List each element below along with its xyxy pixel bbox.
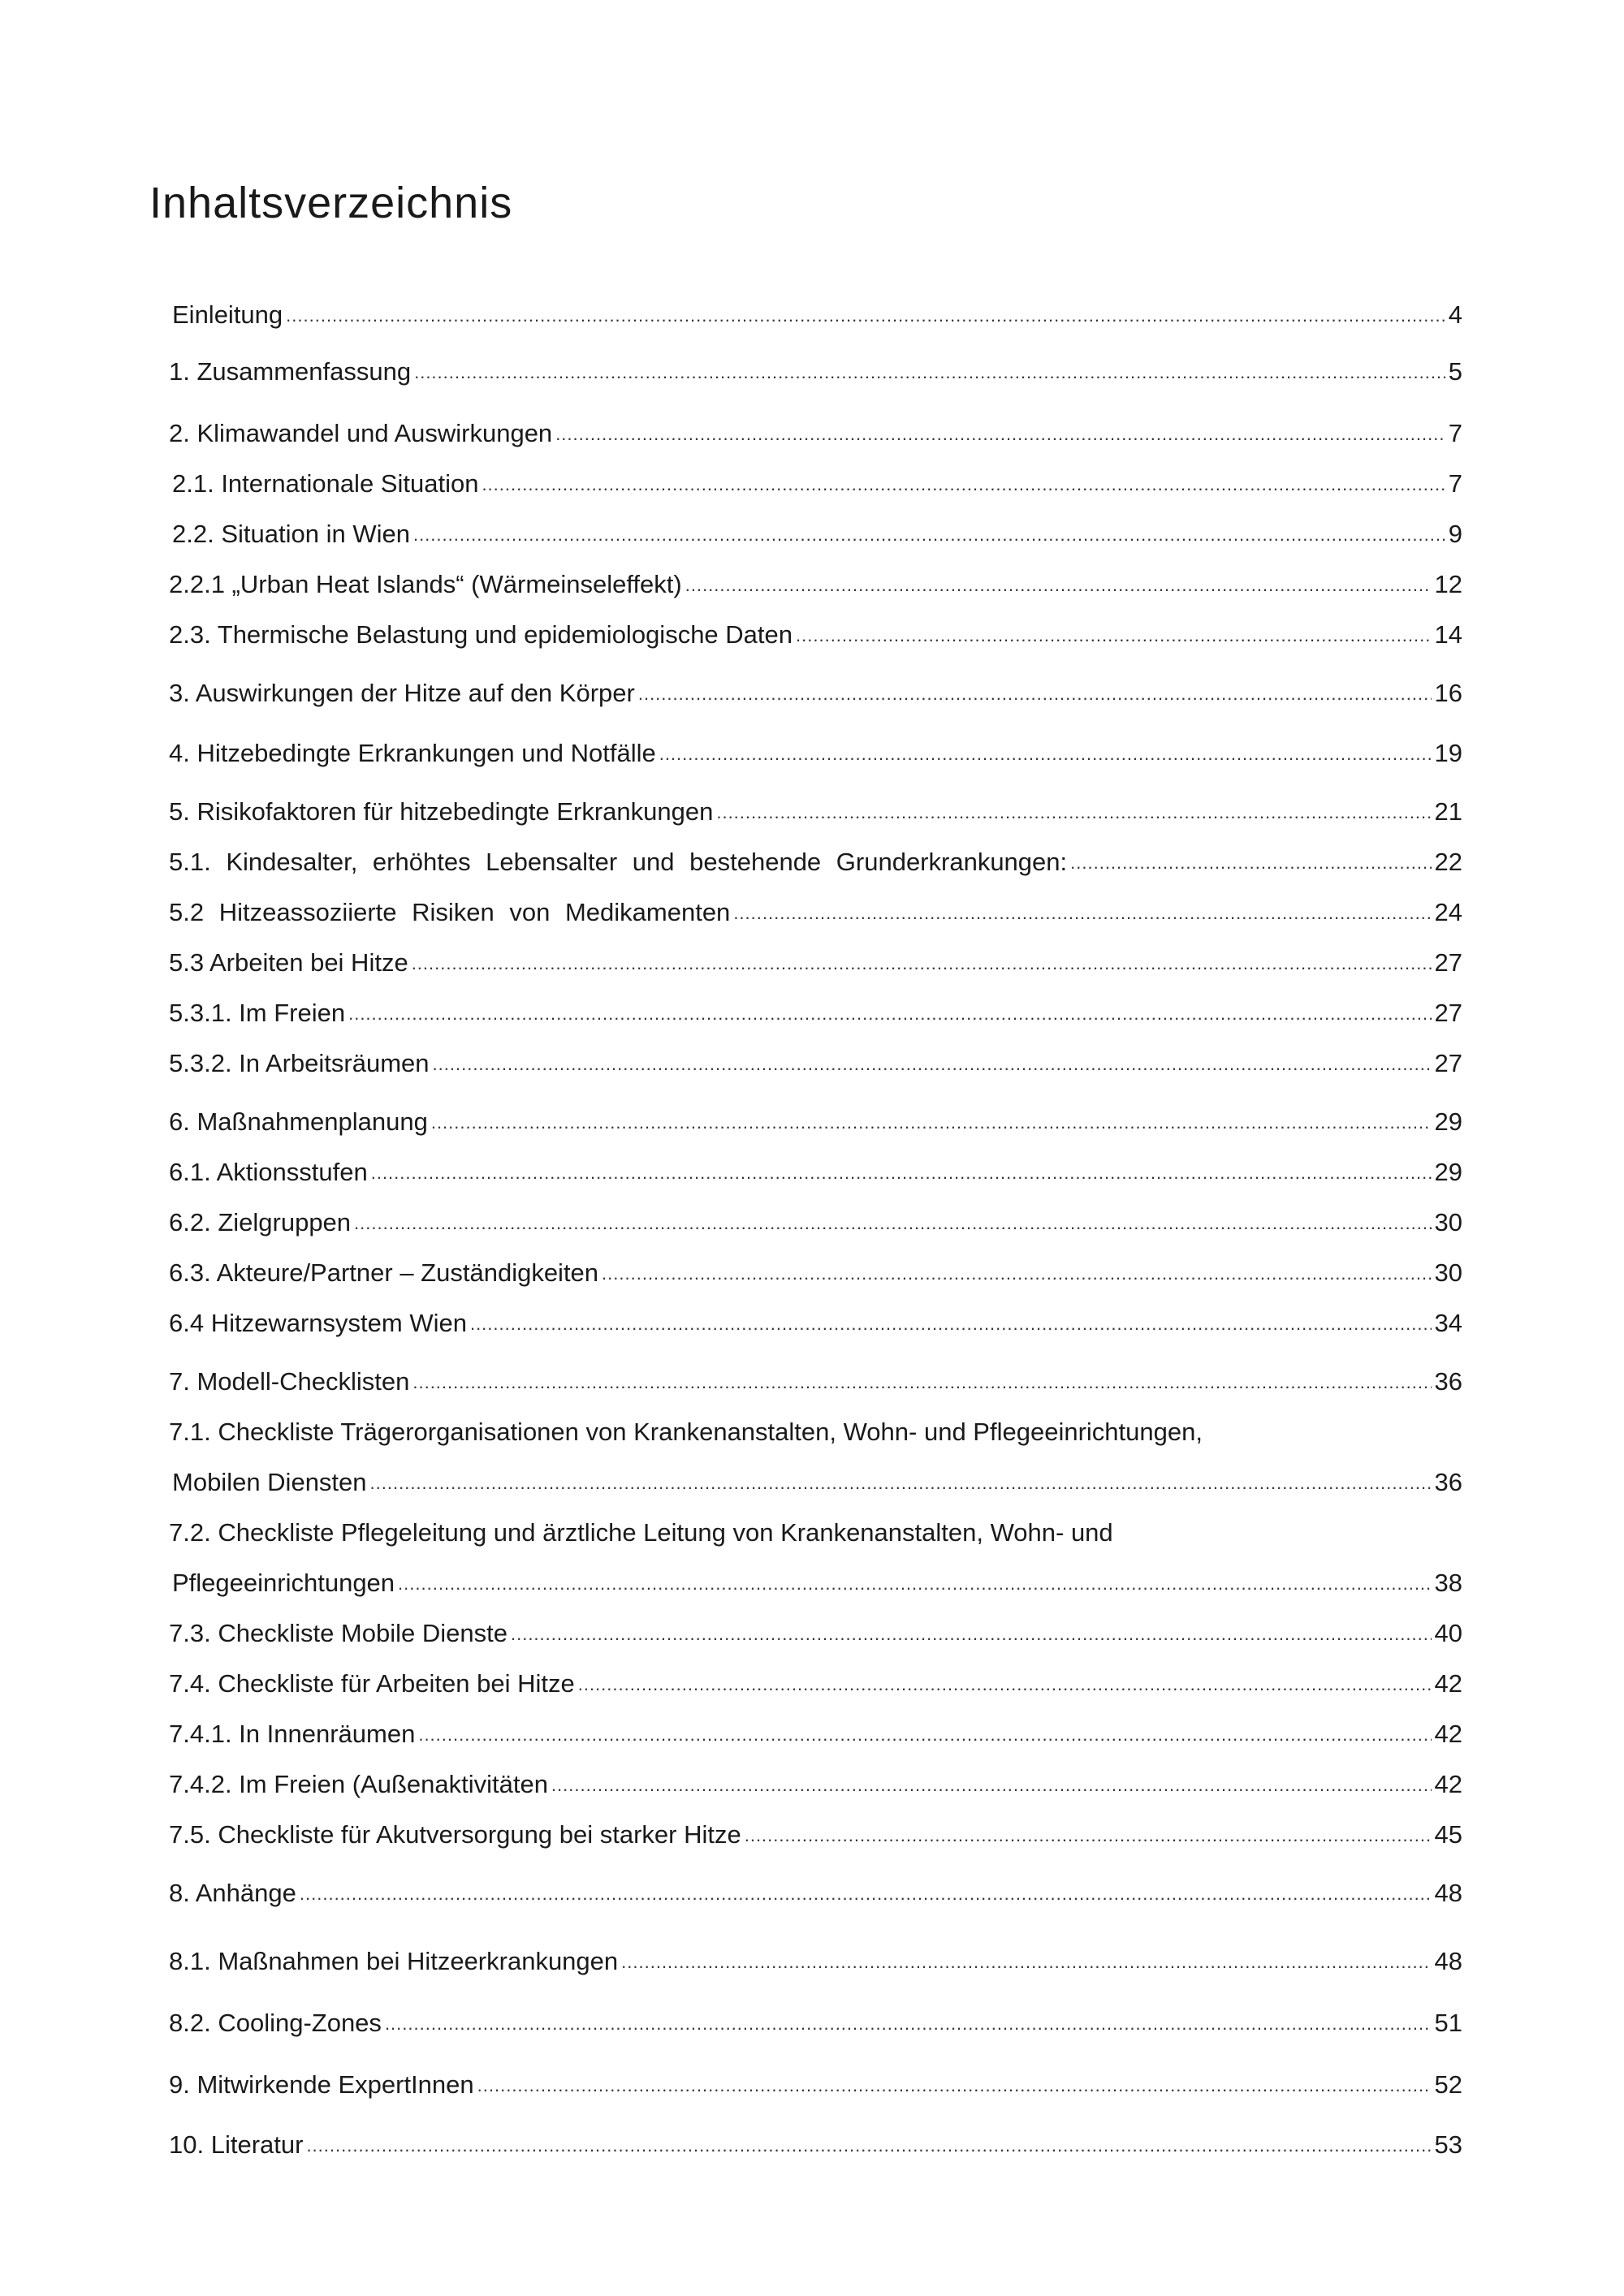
toc-page-number: 42 — [1434, 1720, 1462, 1748]
toc-page-number: 14 — [1434, 620, 1462, 649]
toc-page-number: 24 — [1434, 898, 1462, 926]
toc-entry[interactable] — [169, 299, 1462, 331]
toc-entry[interactable] — [169, 1819, 1462, 1851]
toc-leader-dots — [685, 569, 1432, 602]
toc-entry[interactable] — [169, 356, 1462, 388]
toc-leader-dots — [745, 1819, 1432, 1852]
toc-page-number: 53 — [1434, 2130, 1462, 2159]
toc-leader-dots — [477, 2069, 1432, 2102]
toc-entry-text: 10. Literatur — [169, 2130, 304, 2159]
toc-page-number: 40 — [1434, 1619, 1462, 1647]
toc-page-number: 4 — [1448, 300, 1462, 329]
toc-entry-text: 7.5. Checkliste für Akutversorgung bei starker Hitze — [169, 1820, 741, 1849]
toc-page-number: 12 — [1434, 570, 1462, 598]
toc-entry[interactable] — [169, 1877, 1462, 1910]
toc-entry[interactable] — [169, 896, 1462, 929]
toc-page-number: 7 — [1448, 469, 1462, 498]
toc-leader-dots — [659, 738, 1432, 770]
toc-entry[interactable] — [169, 1718, 1462, 1750]
toc-entry-line[interactable]: 7.1. Checkliste Trägerorganisationen von Krankenanstalten, Wohn- und Pflegeeinrichtungen, — [169, 1418, 1203, 1446]
toc-entry-text: 7.4.2. Im Freien (Außenaktivitäten — [169, 1770, 548, 1798]
toc-entry-text: 2. Klimawandel und Auswirkungen — [169, 419, 553, 447]
toc-entry[interactable] — [169, 947, 1462, 979]
toc-entry[interactable] — [169, 997, 1462, 1029]
toc-leader-dots — [413, 519, 1445, 551]
toc-page-number: 34 — [1434, 1309, 1462, 1337]
toc-entry-text: 5.3 Arbeiten bei Hitze — [169, 948, 408, 977]
toc-entry-text: 1. Zusammenfassung — [169, 357, 412, 386]
toc-leader-dots — [433, 1048, 1432, 1081]
toc-entry-text: 6.4 Hitzewarnsystem Wien — [169, 1309, 467, 1337]
toc-entry-text: 3. Auswirkungen der Hitze auf den Körper — [169, 679, 635, 707]
toc-page-number: 48 — [1434, 1879, 1462, 1907]
toc-page-number: 42 — [1434, 1770, 1462, 1798]
toc-entry-text: 5.1. Kindesalter, erhöhtes Lebensalter und bestehende Grunderkrankungen: — [169, 848, 1068, 876]
toc-entry-text: 2.2. Situation in Wien — [172, 520, 410, 548]
toc-leader-dots — [1070, 847, 1431, 879]
toc-page-number: 9 — [1448, 520, 1462, 548]
toc-entry[interactable] — [169, 796, 1462, 828]
toc-entry-text: 5.3.2. In Arbeitsräumen — [169, 1049, 430, 1077]
toc-entry-text: 6.2. Zielgruppen — [169, 1208, 352, 1236]
toc-page-number: 48 — [1434, 1947, 1462, 1975]
toc-page-number: 29 — [1434, 1158, 1462, 1186]
toc-page-number: 21 — [1434, 797, 1462, 826]
toc-leader-dots — [602, 1258, 1431, 1290]
toc-entry[interactable] — [169, 1106, 1462, 1138]
toc-entry[interactable] — [169, 737, 1462, 770]
toc-entry-text: 7.4. Checkliste für Arbeiten bei Hitze — [169, 1669, 575, 1698]
toc-entry-text: 6.1. Aktionsstufen — [169, 1158, 368, 1186]
toc-entry-text: 6.3. Akteure/Partner – Zuständigkeiten — [169, 1258, 599, 1287]
toc-page-number: 30 — [1434, 1258, 1462, 1287]
toc-leader-dots — [470, 1308, 1432, 1340]
toc-leader-dots — [412, 947, 1432, 980]
toc-leader-dots — [398, 1568, 1431, 1600]
toc-leader-dots — [551, 1769, 1432, 1802]
toc-entry-text: Pflegeeinrichtungen — [172, 1569, 395, 1597]
toc-entry-text: 7.3. Checkliste Mobile Dienste — [169, 1619, 508, 1647]
toc-entry-text: 7. Modell-Checklisten — [169, 1367, 410, 1396]
toc-leader-dots — [385, 2008, 1432, 2040]
toc-page-number: 36 — [1434, 1367, 1462, 1396]
toc-page-number: 51 — [1434, 2009, 1462, 2037]
toc-entry-text: 2.2.1 „Urban Heat Islands“ (Wärmeinseleffekt) — [169, 570, 682, 598]
toc-entry-line[interactable]: 7.2. Checkliste Pflegeleitung und ärztliche Leitung von Krankenanstalten, Wohn- und — [169, 1518, 1113, 1547]
toc-leader-dots — [431, 1107, 1432, 1139]
toc-entry[interactable] — [169, 1257, 1462, 1289]
toc-entry[interactable] — [169, 1768, 1462, 1801]
toc-entry[interactable] — [169, 417, 1462, 450]
toc-leader-dots — [578, 1668, 1432, 1701]
toc-entry-text: 8. Anhänge — [169, 1879, 296, 1907]
toc-page-number: 29 — [1434, 1107, 1462, 1136]
toc-entry-text: 5. Risikofaktoren für hitzebedingte Erkrankungen — [169, 797, 714, 826]
toc-leader-dots — [412, 1366, 1431, 1399]
toc-entry[interactable] — [169, 468, 1462, 500]
toc-entry-text: 5.2 Hitzeassoziierte Risiken von Medikamenten — [169, 898, 731, 926]
toc-entry[interactable] — [169, 1307, 1462, 1340]
toc-entry[interactable] — [169, 518, 1462, 550]
toc-page-number: 27 — [1434, 1049, 1462, 1077]
toc-leader-dots — [716, 796, 1431, 829]
toc-entry[interactable] — [169, 1047, 1462, 1080]
toc-entry[interactable] — [169, 619, 1462, 651]
toc-page-number: 22 — [1434, 848, 1462, 876]
toc-entry-text: 6. Maßnahmenplanung — [169, 1107, 428, 1136]
toc-leader-dots — [733, 897, 1431, 930]
toc-leader-dots — [306, 2130, 1431, 2162]
toc-leader-dots — [482, 468, 1445, 501]
toc-page-number: 16 — [1434, 679, 1462, 707]
toc-leader-dots — [354, 1207, 1431, 1240]
toc-leader-dots — [348, 998, 1431, 1030]
toc-entry[interactable] — [169, 1668, 1462, 1700]
toc-page-number: 27 — [1434, 948, 1462, 977]
toc-entry[interactable] — [169, 1156, 1462, 1189]
toc-entry[interactable] — [169, 846, 1462, 878]
toc-entry[interactable] — [169, 2007, 1462, 2039]
toc-entry[interactable] — [169, 1617, 1462, 1650]
toc-entry[interactable] — [169, 568, 1462, 601]
toc-entry-text: 7.4.1. In Innenräumen — [169, 1720, 416, 1748]
toc-entry-text: 4. Hitzebedingte Erkrankungen und Notfälle — [169, 739, 656, 767]
toc-leader-dots — [286, 300, 1445, 332]
toc-page-number: 30 — [1434, 1208, 1462, 1236]
toc-leader-dots — [555, 418, 1445, 451]
page-title: Inhaltsverzeichnis — [149, 179, 513, 227]
toc-leader-dots — [511, 1618, 1432, 1651]
toc-entry-text: 8.1. Maßnahmen bei Hitzeerkrankungen — [169, 1947, 619, 1975]
toc-leader-dots — [796, 619, 1432, 652]
toc-entry-text: Einleitung — [172, 300, 283, 329]
toc-entry[interactable] — [169, 1206, 1462, 1239]
toc-page-number: 36 — [1434, 1468, 1462, 1496]
toc-page-number: 7 — [1448, 419, 1462, 447]
toc-entry-text: 5.3.1. Im Freien — [169, 999, 346, 1027]
toc-entry-text: 2.3. Thermische Belastung und epidemiologische Daten — [169, 620, 793, 649]
toc-page-number: 19 — [1434, 739, 1462, 767]
toc-page-number: 42 — [1434, 1669, 1462, 1698]
toc-entry[interactable] — [169, 1466, 1462, 1499]
toc-leader-dots — [371, 1157, 1432, 1189]
toc-leader-dots — [621, 1946, 1431, 1979]
toc-leader-dots — [300, 1878, 1432, 1910]
toc-entry[interactable] — [169, 1945, 1462, 1978]
toc-entry-text: Mobilen Diensten — [172, 1468, 367, 1496]
toc-entry[interactable] — [169, 2129, 1462, 2161]
toc-entry[interactable] — [169, 1366, 1462, 1398]
toc-page-number: 27 — [1434, 999, 1462, 1027]
toc-entry-text: 2.1. Internationale Situation — [172, 469, 479, 498]
toc-page-number: 38 — [1434, 1569, 1462, 1597]
toc-entry-text: 8.2. Cooling-Zones — [169, 2009, 382, 2037]
toc-entry-text: 9. Mitwirkende ExpertInnen — [169, 2070, 474, 2099]
toc-page-number: 52 — [1434, 2070, 1462, 2099]
toc-page-number: 45 — [1434, 1820, 1462, 1849]
toc-leader-dots — [638, 678, 1432, 710]
toc-leader-dots — [414, 356, 1445, 389]
toc-leader-dots — [370, 1467, 1432, 1500]
toc-entry[interactable] — [169, 1567, 1462, 1599]
toc-entry[interactable] — [169, 2069, 1462, 2101]
toc-page-number: 5 — [1448, 357, 1462, 386]
toc-entry[interactable] — [169, 677, 1462, 710]
toc-leader-dots — [418, 1719, 1431, 1751]
